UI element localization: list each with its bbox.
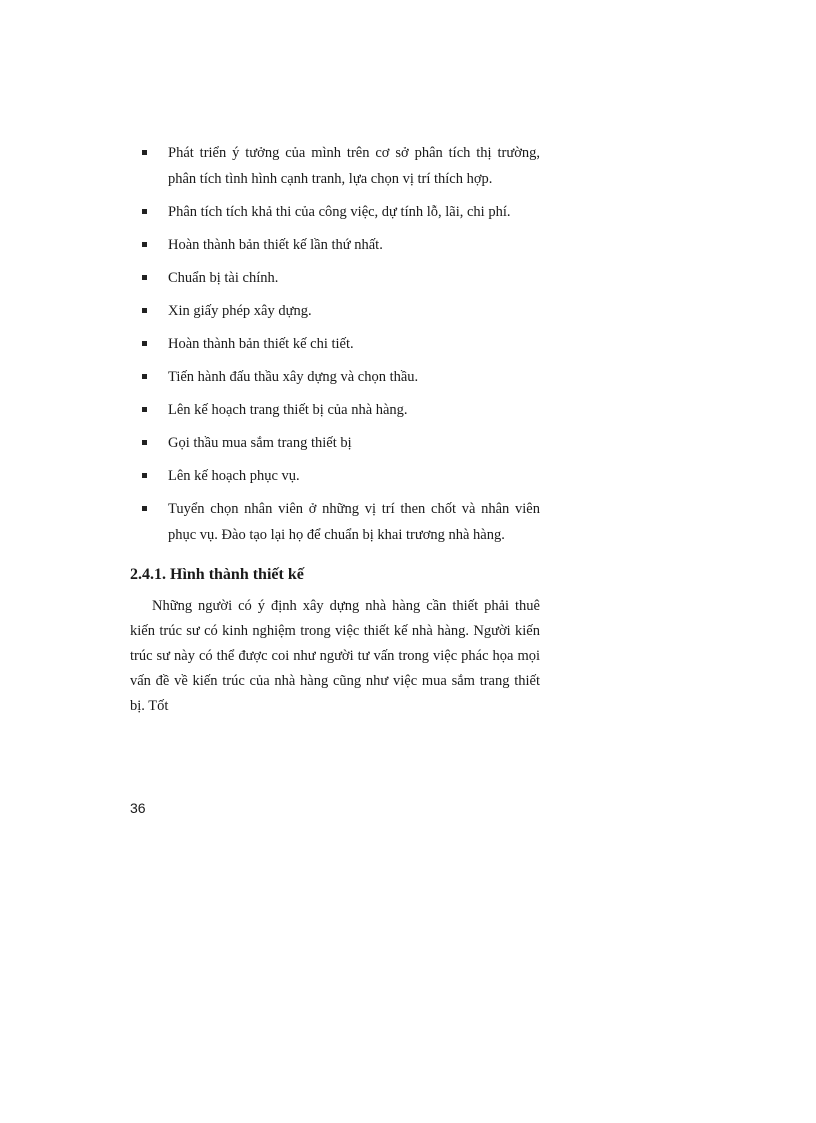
bullet-list xyxy=(140,140,540,548)
list-item-text: Lên kế hoạch trang thiết bị của nhà hàng. xyxy=(168,402,408,418)
bullet-square-icon xyxy=(142,374,147,379)
list-item xyxy=(140,397,540,423)
bullet-square-icon xyxy=(142,506,147,511)
list-item-text: Tiến hành đấu thầu xây dựng và chọn thầu. xyxy=(168,369,419,385)
bullet-square-icon xyxy=(142,242,147,247)
list-item-text: Tuyển chọn nhân viên ở những vị trí then chốt và nhân viên phục vụ. Đào tạo lại họ để chuẩn bị khai trương nhà hàng. xyxy=(168,501,540,543)
list-item-text: Hoàn thành bản thiết kế chi tiết. xyxy=(168,336,354,352)
page-number: 36 xyxy=(130,800,146,816)
list-item-text: Gọi thầu mua sắm trang thiết bị xyxy=(168,435,352,451)
list-item-text: Chuẩn bị tài chính. xyxy=(168,270,279,286)
list-item xyxy=(140,232,540,258)
list-item-text: Xin giấy phép xây dựng. xyxy=(168,303,312,319)
bullet-square-icon xyxy=(142,150,147,155)
list-item xyxy=(140,430,540,456)
list-item-text: Hoàn thành bản thiết kế lần thứ nhất. xyxy=(168,237,383,253)
list-item xyxy=(140,298,540,324)
list-item xyxy=(140,463,540,489)
bullet-square-icon xyxy=(142,440,147,445)
document-page xyxy=(130,140,540,719)
section-heading: 2.4.1. Hình thành thiết kế xyxy=(130,566,304,583)
bullet-square-icon xyxy=(142,473,147,478)
list-item-text: Lên kế hoạch phục vụ. xyxy=(168,468,300,484)
bullet-square-icon xyxy=(142,407,147,412)
bullet-square-icon xyxy=(142,308,147,313)
list-item xyxy=(140,496,540,548)
bullet-square-icon xyxy=(142,275,147,280)
list-item-text: Phát triển ý tưởng của mình trên cơ sở phân tích thị trường, phân tích tình hình cạnh tranh, lựa chọn vị trí thích hợp. xyxy=(168,145,540,187)
list-item xyxy=(140,364,540,390)
list-item xyxy=(140,331,540,357)
list-item xyxy=(140,265,540,291)
list-item xyxy=(140,140,540,192)
bullet-square-icon xyxy=(142,209,147,214)
body-paragraph: Những người có ý định xây dựng nhà hàng cần thiết phải thuê kiến trúc sư có kinh nghiệm trong việc thiết kế nhà hàng. Người kiến trúc sư này có thể được coi như người tư vấn trong việc phác họa mọi vấn đề về kiến trúc của nhà hàng cũng như việc mua sắm trang thiết bị. Tốt xyxy=(130,598,540,714)
list-item-text: Phân tích tích khả thi của công việc, dự tính lỗ, lãi, chi phí. xyxy=(168,204,511,220)
bullet-square-icon xyxy=(142,341,147,346)
list-item xyxy=(140,199,540,225)
